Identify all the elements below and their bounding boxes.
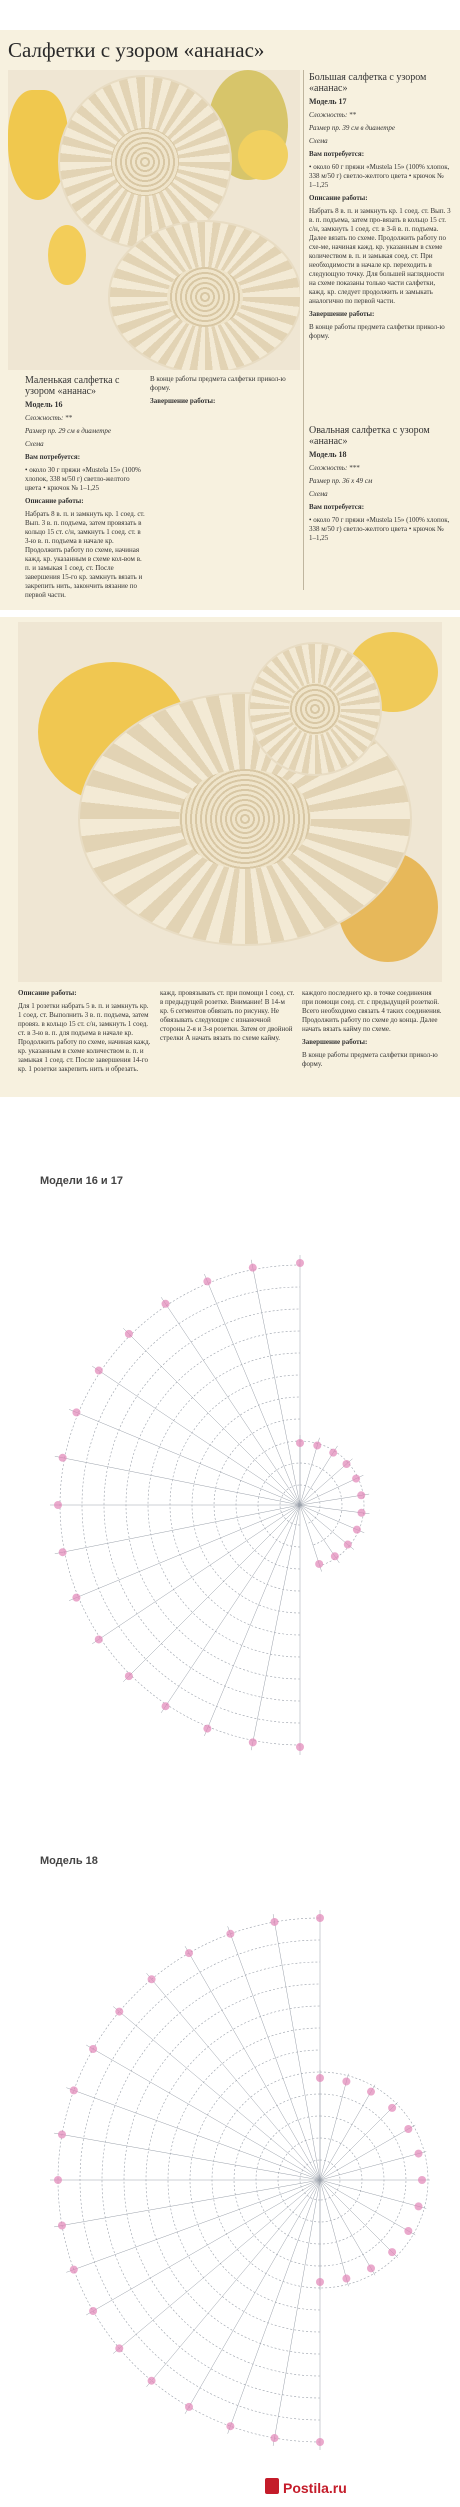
diagram-spoke xyxy=(320,2180,348,2286)
diagram-pink-motif xyxy=(271,1918,279,1926)
diagram-pink-motif xyxy=(352,1475,360,1483)
diagram-lines xyxy=(50,1255,369,1755)
diagram-pink-motif xyxy=(95,1367,103,1375)
diagram-pink-motif xyxy=(70,2086,78,2094)
diagram-spoke xyxy=(228,2180,320,2434)
diagram-pink-motif xyxy=(148,1975,156,1983)
diagram-spoke xyxy=(273,2180,320,2446)
diagram-pink-motif xyxy=(54,2176,62,2184)
small-heading: Маленькая салфетка с узором «ананас» xyxy=(25,375,120,397)
small-doily-text-cont: В конце работы предмета салфетки прикол-ю форму. Завершение работы: xyxy=(150,375,286,405)
diagram-pink-motif xyxy=(148,2377,156,2385)
doily-photo-2 xyxy=(18,622,442,982)
small-doily xyxy=(108,220,300,370)
diagram-spoke xyxy=(185,2180,320,2414)
diagram-spoke xyxy=(66,2088,320,2180)
magazine-page-1 xyxy=(0,30,460,610)
diagram-pink-motif xyxy=(58,2131,66,2139)
diagram-title-16-17: Модели 16 и 17 xyxy=(40,1175,123,1187)
diagram-spoke xyxy=(66,2180,320,2272)
diagram-pink-motif xyxy=(115,2008,123,2016)
diagram-pink-motif xyxy=(316,2074,324,2082)
diagram-pink-motif xyxy=(296,1259,304,1267)
diagram-pink-motif xyxy=(296,1439,304,1447)
crochet-diagram-16-17 xyxy=(0,1205,460,1805)
crochet-diagram-18 xyxy=(0,1880,460,2490)
diagram-spoke xyxy=(54,2180,320,2227)
diagram-pink-motif xyxy=(342,2275,350,2283)
page-title: Салфетки с узором «ананас» xyxy=(8,38,265,62)
diagram-pink-motif xyxy=(249,1264,257,1272)
diagram-spoke xyxy=(54,2133,320,2180)
diagram-pink-motif xyxy=(115,2344,123,2352)
diagram-spoke xyxy=(320,2180,415,2235)
diagram-page-16-17 xyxy=(0,1175,460,1810)
diagram-spoke xyxy=(320,2180,398,2258)
postila-logo-icon xyxy=(265,2478,279,2494)
diagram-spoke xyxy=(123,1505,300,1682)
diagram-pink-motif xyxy=(296,1743,304,1751)
diagram-spoke xyxy=(320,2180,375,2275)
diagram-pink-motif xyxy=(95,1635,103,1643)
diagram-pink-motif xyxy=(72,1408,80,1416)
diagram-spoke xyxy=(123,1328,300,1505)
diagram-pink-motif xyxy=(415,2202,423,2210)
diagram-pink-motif xyxy=(203,1277,211,1285)
diagram-pink-motif xyxy=(59,1548,67,1556)
diagram-pink-motif xyxy=(331,1552,339,1560)
diagram-pink-motif xyxy=(388,2104,396,2112)
diagram-pink-motif xyxy=(59,1454,67,1462)
diagram-pink-motif xyxy=(203,1725,211,1733)
oval-heading: Овальная салфетка с узором «ананас» xyxy=(309,425,430,447)
diagram-pink-motif xyxy=(357,1491,365,1499)
diagram-pink-motif xyxy=(358,1509,366,1517)
diagram-spoke xyxy=(320,2102,398,2180)
diagram-spoke xyxy=(320,2152,426,2180)
diagram-spoke xyxy=(320,2180,426,2208)
diagram-pink-motif xyxy=(54,1501,62,1509)
small-doily-text: Маленькая салфетка с узором «ананас» Модель 16 Сложность: ** Размер пр. 29 см в диаметре Схема Вам потребуется: • около 30 г пряжи «Mustela 15» (100% хлопок, 338 м/50 г) светло-желтого цвета • крючок № 1–1,25 Описание работы: Набрать 8 в. п. и замкнуть кр. 1 соед. ст. Вып. 3 в. п. подъема, затем провязать в кольцо 15 ст. с/н, замкнуть 1 соед. ст. в 3-ю в. п. подъема в начале кр. Продолжить работу по схеме, начиная кажд. кр. указанным в схеме кол-вом в. п. и замыкая 1 соед. ст. После завершения 15-го кр. замкнуть вязать и закрепить нить, закончить вязание по первой части. xyxy=(25,375,145,599)
diagram-pink-motif xyxy=(249,1738,257,1746)
diagram-spoke xyxy=(69,1409,300,1505)
diagram-pink-motif xyxy=(342,2077,350,2085)
diagram-pink-motif xyxy=(313,1441,321,1449)
diagram-pink-motif xyxy=(316,2278,324,2286)
diagram-pink-motif xyxy=(367,2264,375,2272)
diagram-pink-motif xyxy=(89,2307,97,2315)
diagram-spoke xyxy=(86,2180,320,2315)
diagram-pink-motif xyxy=(162,1300,170,1308)
diagram-pink-motif xyxy=(316,2438,324,2446)
diagram-spoke xyxy=(204,1274,300,1505)
diagram-pink-motif xyxy=(125,1672,133,1680)
diagram-pink-motif xyxy=(58,2221,66,2229)
diagram-pink-motif xyxy=(343,1460,351,1468)
diagram-spoke xyxy=(204,1505,300,1736)
diagram-title-18: Модель 18 xyxy=(40,1855,98,1867)
diagram-pink-motif xyxy=(226,1930,234,1938)
diagram-pink-motif xyxy=(316,1914,324,1922)
diagram-pink-motif xyxy=(72,1594,80,1602)
diagram-pink-motif xyxy=(418,2176,426,2184)
diagram-pink-motif xyxy=(162,1702,170,1710)
watermark: Postila.ru xyxy=(283,2480,347,2496)
diagram-page-18 xyxy=(0,1855,460,2505)
diagram-pink-motif xyxy=(367,2088,375,2096)
diagram-spoke xyxy=(69,1505,300,1601)
diagram-pink-motif xyxy=(125,1330,133,1338)
diagram-pink-motif xyxy=(185,2403,193,2411)
diagram-spoke xyxy=(273,1914,320,2180)
diagram-spoke xyxy=(320,2074,348,2180)
page2-col-3: каждого последнего кр. в точке соединения при помощи соед. ст. с предыдущей розеткой. Всего необходимо связать 4 таких соединения. Продолжить работу по схеме до конца. Далее начать вязать кайму по схеме. Завершение работы: В конце работы предмета салфетки прикол-ю форму. xyxy=(302,989,442,1068)
oval-doily-text: Овальная салфетка с узором «ананас» Модель 18 Сложность: *** Размер пр. 36 х 49 см Схема Вам потребуется: • около 70 г пряжи «Mustela 15» (100% хлопок, 338 м/50 г) светло-желтого цвета • крючок № 1–1,25 xyxy=(309,425,450,542)
diagram-spoke xyxy=(320,2125,415,2180)
diagram-spoke xyxy=(320,2085,375,2180)
diagram-spoke xyxy=(228,1926,320,2180)
diagram-pink-motif xyxy=(315,1560,323,1568)
page2-col-2: кажд. провязывать ст. при помощи 1 соед. ст. в предыдущей розетке. Внимание! В 14-м кр. 6 сегментов обвязать по рисунку. Не обвязывать следующие с изнаночной стороны 2-я и 3-я розетки. Затем от двойной стрелки А начать вязать по схеме кайму. xyxy=(160,989,295,1042)
magazine-page-2 xyxy=(0,617,460,1097)
diagram-pink-motif xyxy=(404,2227,412,2235)
diagram-pink-motif xyxy=(185,1949,193,1957)
diagram-pink-motif xyxy=(70,2266,78,2274)
diagram-pink-motif xyxy=(415,2150,423,2158)
page2-col-1: Описание работы: Для 1 розетки набрать 5 в. п. и замкнуть кр. 1 соед. ст. Выполнить 3 в. п. подъема, затем провяз. в кольцо 15 ст. с/н, замкнуть 1 соед. ст. в 3-ю в. п. для подъема в начале кр. Продолжить работу по схеме, начиная кажд. кр. указанным в схеме количеством в. п. и замыкая 1 соед. ст. После завершения 14-го кр. 1 розетки закрепить нить и обрезать. xyxy=(18,989,151,1073)
diagram-pink-motif xyxy=(344,1541,352,1549)
diagram-pink-motif xyxy=(271,2434,279,2442)
diagram-lines xyxy=(50,1910,430,2450)
diagram-pink-motif xyxy=(89,2045,97,2053)
diagram-spoke xyxy=(185,1946,320,2180)
diagram-pink-motif xyxy=(329,1449,337,1457)
diagram-pink-motif xyxy=(226,2422,234,2430)
large-doily-text: Большая салфетка с узором «ананас» Модель 17 Сложность: ** Размер пр. 39 см в диаметре Схема Вам потребуется: • около 60 г пряжи «Mustela 15» (100% хлопок, 338 м/50 г) светло-желтого цвета • крючок № 1–1,25 Описание работы: Набрать 8 в. п. и замкнуть кр. 1 соед. ст. Вып. 3 в. п. подъема, затем про-вязать в кольцо 15 ст. с/н, замкнуть 1 соед. ст. в 3-й в. п. подъема. Далее вязать по схеме. Продолжить работу по схе-ме, начиная кажд. кр. указанным в схеме количеством в. п. и замыкая соед. ст. При необходимости в начале кр. переходить в следующую точку. Для большей наглядности на схеме показаны только части салфетки, кажд. кр. следует продолжить и замыкать аналогично по первой части. Завершение работы: В конце работы предмета салфетки прикол-ю форму. xyxy=(309,72,451,340)
doily-photo-1 xyxy=(8,70,300,370)
diagram-pink-motif xyxy=(404,2125,412,2133)
diagram-pink-motif xyxy=(388,2248,396,2256)
diagram-spoke xyxy=(86,2045,320,2180)
large-heading: Большая салфетка с узором «ананас» xyxy=(309,72,427,94)
diagram-pink-motif xyxy=(353,1526,361,1534)
